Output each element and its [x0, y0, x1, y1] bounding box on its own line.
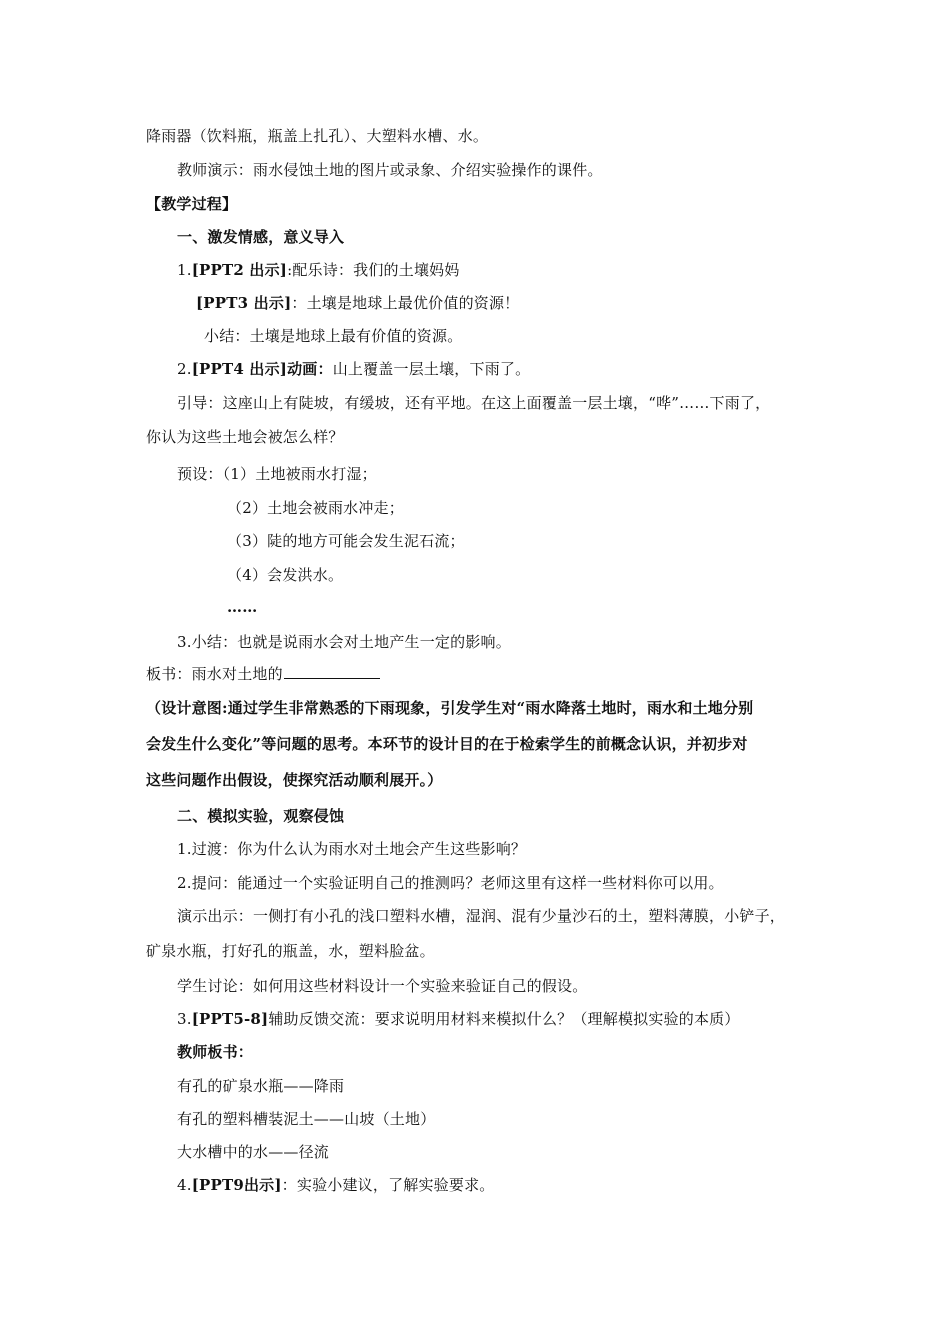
step-number: 4. [177, 1176, 192, 1194]
subheading-part-two: 二、模拟实验，观察侵蚀 [177, 807, 345, 825]
step-2-ppt4 [177, 359, 530, 379]
materials-line: 降雨器（饮料瓶，瓶盖上扎孔）、大塑料水槽、水。 [146, 127, 489, 145]
step-transition: 1.过渡：你为什么认为雨水对土地会产生这些影响？ [177, 840, 527, 858]
step-3-ppt5-8 [177, 1009, 740, 1029]
ppt-tag: [PPT5-8] [191, 1010, 269, 1028]
step-number: 2. [177, 360, 192, 378]
ppt3-text: ：土壤是地球上最优价值的资源！ [291, 294, 520, 312]
ppt-tag: [PPT9出示] [191, 1176, 282, 1194]
ppt-tag: [PPT4 出示]动画： [191, 360, 333, 378]
student-discussion: 学生讨论：如何用这些材料设计一个实验来验证自己的假设。 [177, 977, 588, 995]
teacher-board-heading: 教师板书： [177, 1043, 254, 1061]
step-question: 2.提问：能通过一个实验证明自己的推测吗？老师这里有这样一些材料你可以用。 [177, 874, 724, 892]
summary-line-1: 小结：土壤是地球上最有价值的资源。 [204, 327, 463, 345]
ppt3-line [196, 293, 519, 313]
subheading-part-one: 一、激发情感，意义导入 [177, 228, 345, 246]
preset-item-4: （4）会发洪水。 [227, 566, 344, 584]
preset-item-2: （2）土地会被雨水冲走； [227, 499, 404, 517]
fill-in-blank [284, 664, 380, 679]
summary-line-2: 3.小结：也就是说雨水会对土地产生一定的影响。 [177, 633, 511, 651]
design-intent-line-1: （设计意图:通过学生非常熟悉的下雨现象，引发学生对“雨水降落土地时，雨水和土地分别 [146, 699, 754, 717]
step-text: :配乐诗：我们的土壤妈妈 [287, 261, 460, 279]
step-text: 山上覆盖一层土壤，下雨了。 [332, 360, 531, 378]
ppt-tag: [PPT3 出示] [196, 294, 292, 312]
design-intent-line-2: 会发生什么变化”等问题的思考。本环节的设计目的在于检索学生的前概念认识，并初步对 [146, 735, 748, 753]
step-number: 3. [177, 1010, 192, 1028]
board-item-rain: 有孔的矿泉水瓶——降雨 [177, 1077, 345, 1095]
ppt-tag: [PPT2 出示] [191, 261, 288, 279]
board-item-runoff: 大水槽中的水——径流 [177, 1143, 330, 1161]
preset-ellipsis: …… [227, 598, 258, 616]
step-number: 1. [177, 261, 192, 279]
section-heading-teaching-process: 【教学过程】 [146, 195, 238, 213]
board-writing-text: 板书：雨水对土地的 [146, 665, 283, 683]
demo-materials-line: 演示出示：一侧打有小孔的浅口塑料水槽，湿润、混有少量沙石的土，塑料薄膜，小铲子， [177, 907, 786, 925]
step-4-ppt9 [177, 1175, 494, 1195]
board-item-slope: 有孔的塑料槽装泥土——山坡（土地） [177, 1110, 436, 1128]
guide-line: 引导：这座山上有陡坡，有缓坡，还有平地。在这上面覆盖一层土壤，“哗”……下雨了， [177, 394, 771, 412]
step-text: 辅助反馈交流：要求说明用材料来模拟什么？（理解模拟实验的本质） [268, 1010, 740, 1028]
board-writing-line [146, 664, 380, 684]
teacher-demo-line: 教师演示：雨水侵蚀土地的图片或录象、介绍实验操作的课件。 [177, 161, 603, 179]
design-intent-line-3: 这些问题作出假设，使探究活动顺利展开。） [146, 771, 443, 789]
guide-question: 你认为这些土地会被怎么样？ [146, 428, 344, 446]
preset-item-3: （3）陡的地方可能会发生泥石流； [227, 532, 465, 550]
step-text: ：实验小建议，了解实验要求。 [281, 1176, 495, 1194]
step-1-ppt2 [177, 260, 460, 280]
preset-item-1: 预设：（1）土地被雨水打湿； [177, 465, 377, 483]
demo-materials-cont: 矿泉水瓶，打好孔的瓶盖，水，塑料脸盆。 [146, 942, 435, 960]
